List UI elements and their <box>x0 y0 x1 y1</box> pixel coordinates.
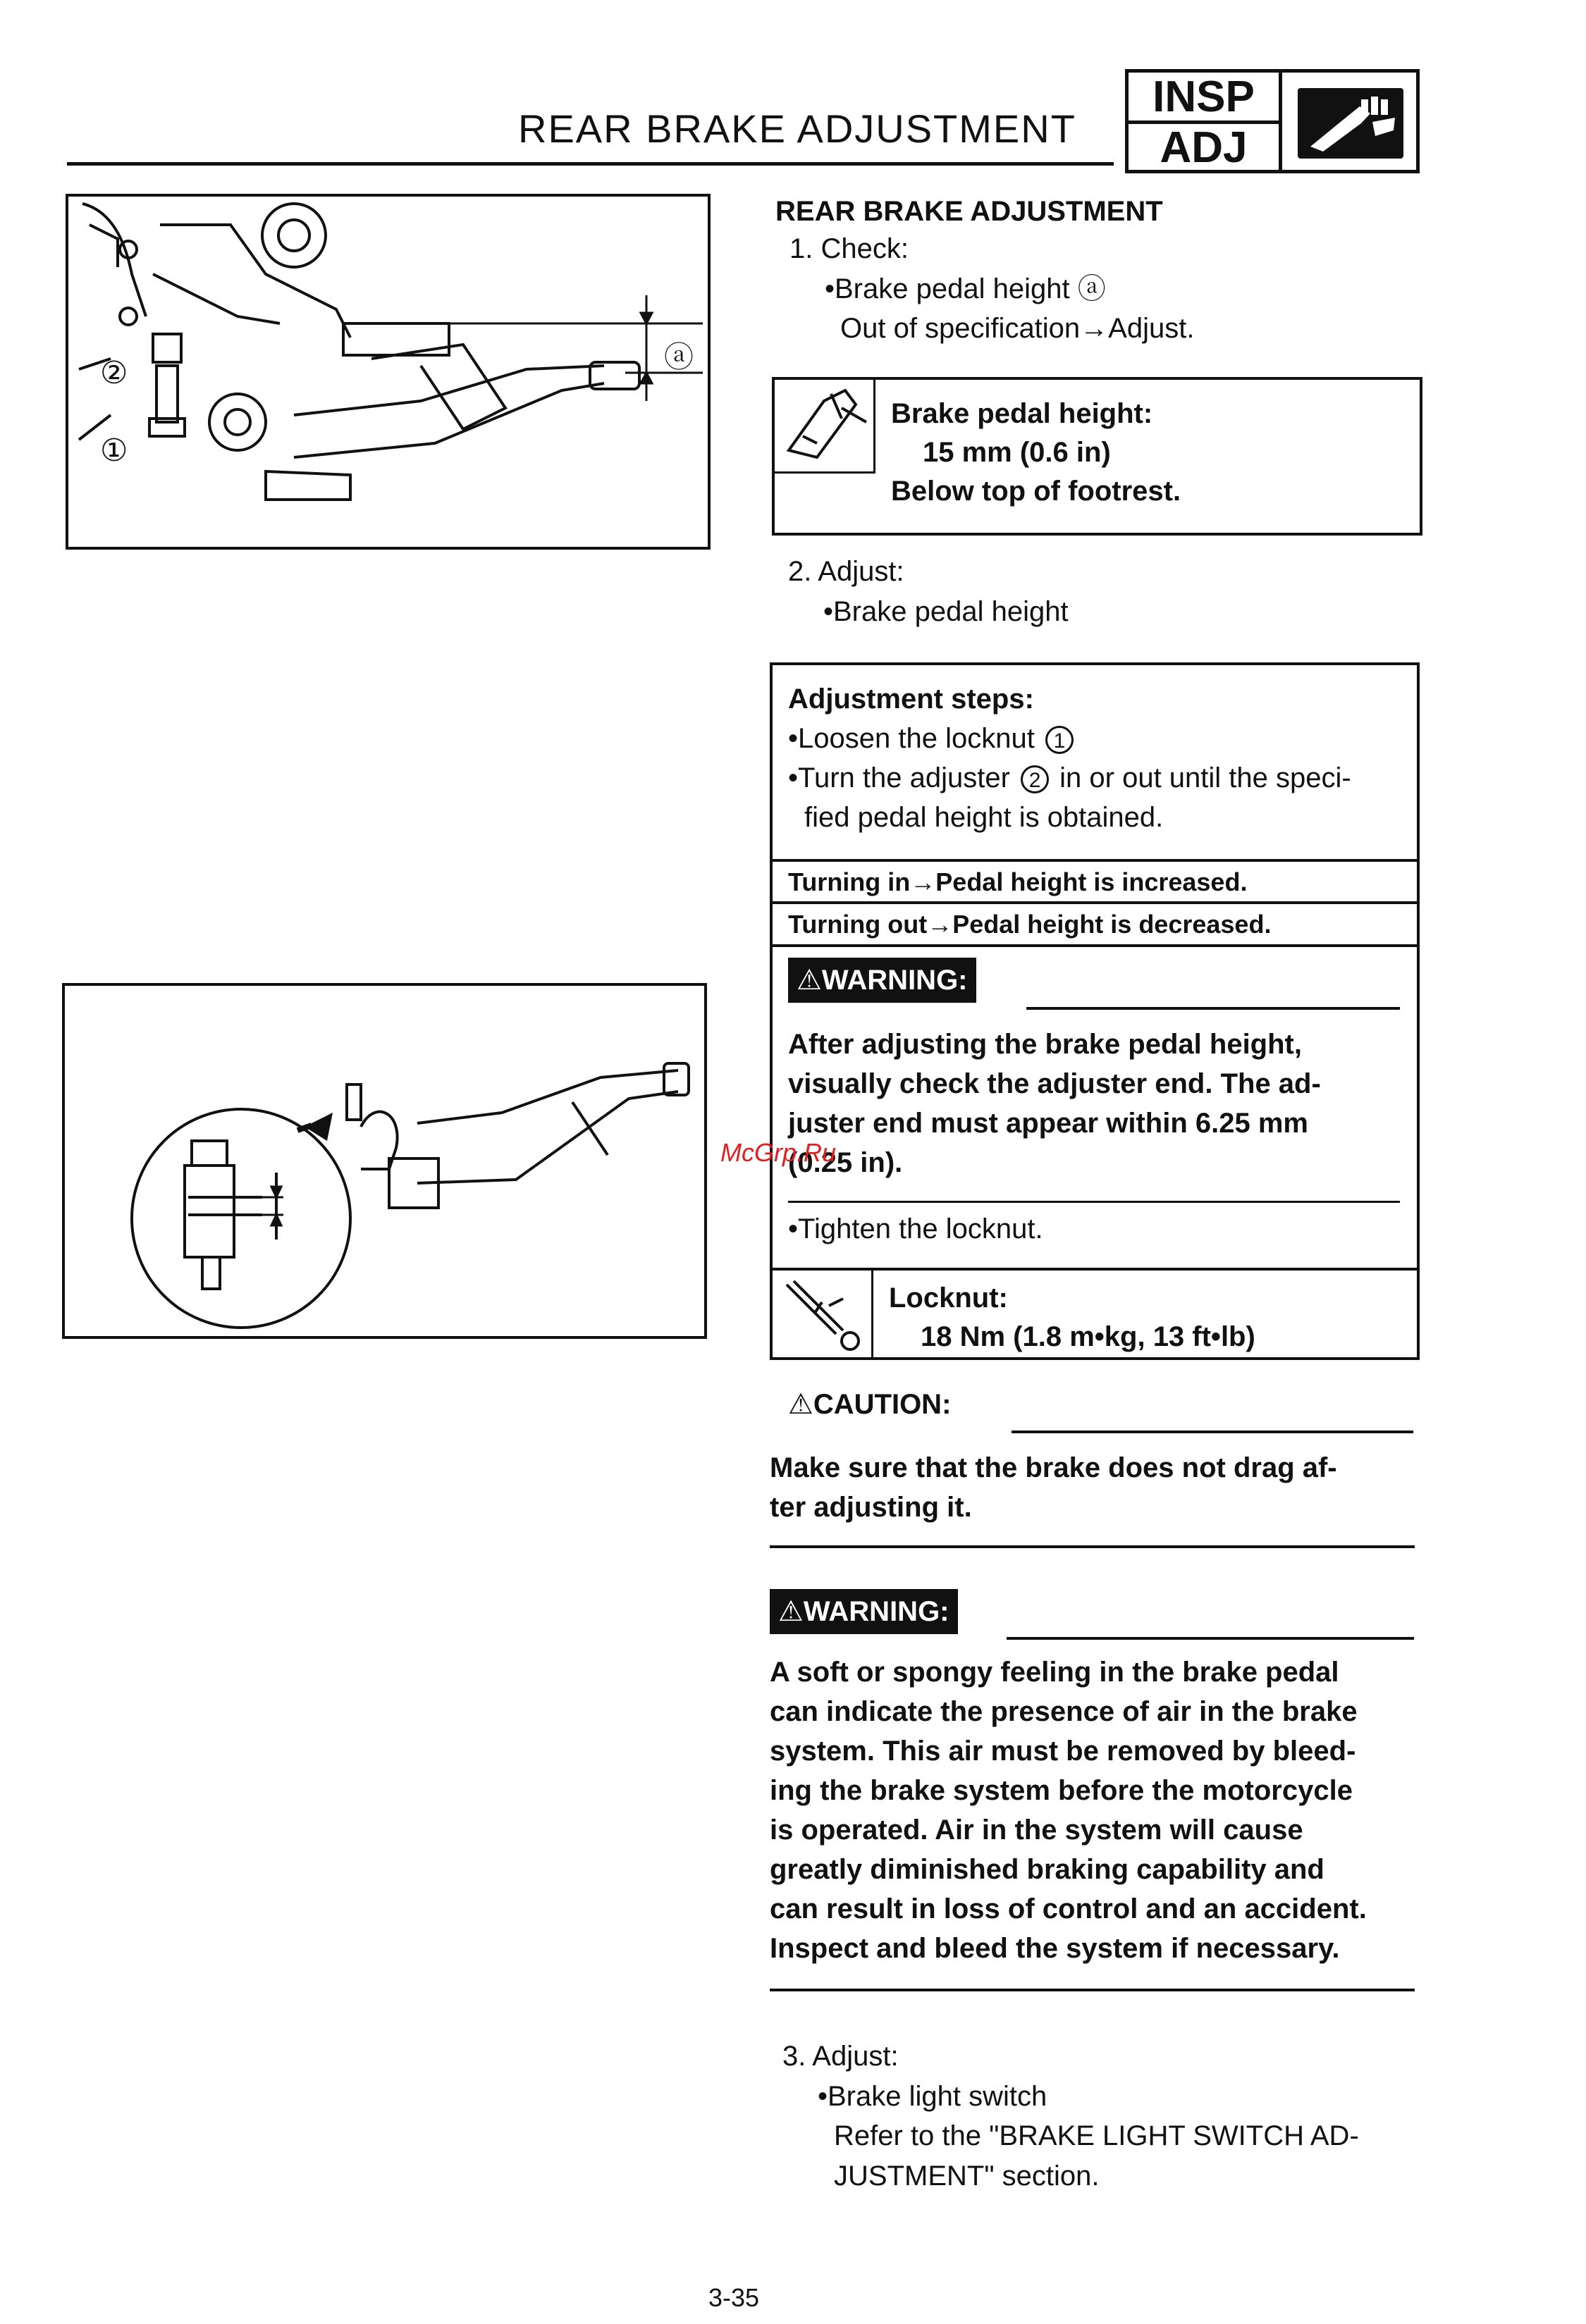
callout-1-label: ① <box>100 433 128 468</box>
wrench-hand-icon <box>1282 73 1416 170</box>
step1-note: Out of specification→Adjust. <box>840 313 1195 344</box>
caution-underline <box>1012 1430 1413 1433</box>
torque-label: Locknut: <box>889 1282 1008 1314</box>
pedal-height-spec-box <box>772 377 1422 536</box>
adjust-line1-text: •Loosen the locknut <box>788 723 1035 754</box>
torque-wrench-icon <box>773 1271 873 1357</box>
step3-line2: Refer to the "BRAKE LIGHT SWITCH AD- <box>834 2120 1359 2151</box>
turning-out-row: Turning out→Pedal height is decreased. <box>788 910 1272 939</box>
step1-bullet: •Brake pedal height ⓐ <box>825 273 1106 304</box>
warning2-underline <box>1007 1637 1414 1640</box>
brake-pedal-assembly-figure <box>66 194 711 550</box>
step1-label: 1. Check: <box>789 233 909 264</box>
step3-label: 3. Adjust: <box>782 2041 899 2072</box>
step2-label: 2. Adjust: <box>788 556 904 587</box>
spec1-note: Below top of footrest. <box>891 476 1181 507</box>
adjust-line2 <box>788 758 1351 798</box>
callout-2-label: ② <box>100 356 128 390</box>
caution-label: ⚠CAUTION: <box>788 1389 952 1420</box>
callout-2-ref: 2 <box>1021 765 1049 793</box>
section-insp-label: INSP <box>1129 73 1282 124</box>
warning2-line: system. This air must be removed by bleed- <box>770 1736 1356 1767</box>
adjust-line3: fied pedal height is obtained. <box>804 802 1164 833</box>
header-rule <box>67 162 1114 166</box>
spec1-value: 15 mm (0.6 in) <box>923 437 1111 468</box>
divider <box>773 859 1417 862</box>
adjust-line1 <box>788 719 1076 758</box>
warning-line: juster end must appear within 6.25 mm <box>788 1108 1308 1139</box>
warning2-line: is operated. Air in the system will cause <box>770 1815 1303 1846</box>
tighten-step: •Tighten the locknut. <box>788 1213 1043 1244</box>
divider <box>773 901 1417 904</box>
warning2-line: can indicate the presence of air in the brake <box>770 1696 1358 1727</box>
page-title: REAR BRAKE ADJUSTMENT <box>518 106 1076 151</box>
divider <box>773 944 1417 947</box>
callout-1-ref: 1 <box>1045 726 1074 754</box>
adjust-title: Adjustment steps: <box>788 684 1034 715</box>
warning2-line: greatly diminished braking capability and <box>770 1854 1324 1885</box>
warning-underline <box>1026 1007 1400 1010</box>
warning-badge: ⚠WARNING: <box>788 958 976 1003</box>
caliper-icon <box>775 380 875 474</box>
warning-line: (0.25 in). <box>788 1147 903 1178</box>
warning2-line: A soft or spongy feeling in the brake pedal <box>770 1657 1339 1688</box>
turning-in-row: Turning in→Pedal height is increased. <box>788 867 1248 896</box>
adjuster-detail-figure <box>62 983 707 1339</box>
warning-line: visually check the adjuster end. The ad- <box>788 1068 1321 1099</box>
warning2-line: can result in loss of control and an accident. <box>770 1893 1367 1924</box>
warning2-badge: ⚠WARNING: <box>770 1589 958 1634</box>
warning-line: After adjusting the brake pedal height, <box>788 1029 1302 1060</box>
section-heading: REAR BRAKE ADJUSTMENT <box>775 196 1163 227</box>
step2-bullet: •Brake pedal height <box>823 596 1069 627</box>
adjust-line2-tail: in or out until the speci- <box>1059 762 1351 793</box>
adjustment-steps-box <box>770 662 1420 1360</box>
caution-line: ter adjusting it. <box>770 1492 972 1523</box>
section-adj-label: ADJ <box>1129 124 1282 173</box>
warning2-line: Inspect and bleed the system if necessary. <box>770 1933 1340 1964</box>
torque-value: 18 Nm (1.8 m•kg, 13 ft•lb) <box>921 1321 1255 1352</box>
spec1-label: Brake pedal height: <box>891 398 1153 429</box>
step3-line3: JUSTMENT" section. <box>834 2161 1100 2192</box>
section-badge <box>1125 69 1420 173</box>
adjust-line2-text: •Turn the adjuster <box>788 762 1010 793</box>
callout-a-label: ⓐ <box>664 340 694 373</box>
warning2-end-rule <box>770 1989 1415 1991</box>
step3-bullet: •Brake light switch <box>818 2081 1047 2112</box>
warning2-line: ing the brake system before the motorcycle <box>770 1775 1353 1806</box>
caution-end-rule <box>770 1545 1415 1548</box>
warning-end-rule <box>788 1201 1400 1203</box>
caution-line: Make sure that the brake does not drag af- <box>770 1452 1337 1483</box>
watermark: McGrp.Ru <box>720 1138 837 1167</box>
page-number: 3-35 <box>708 2283 760 2312</box>
